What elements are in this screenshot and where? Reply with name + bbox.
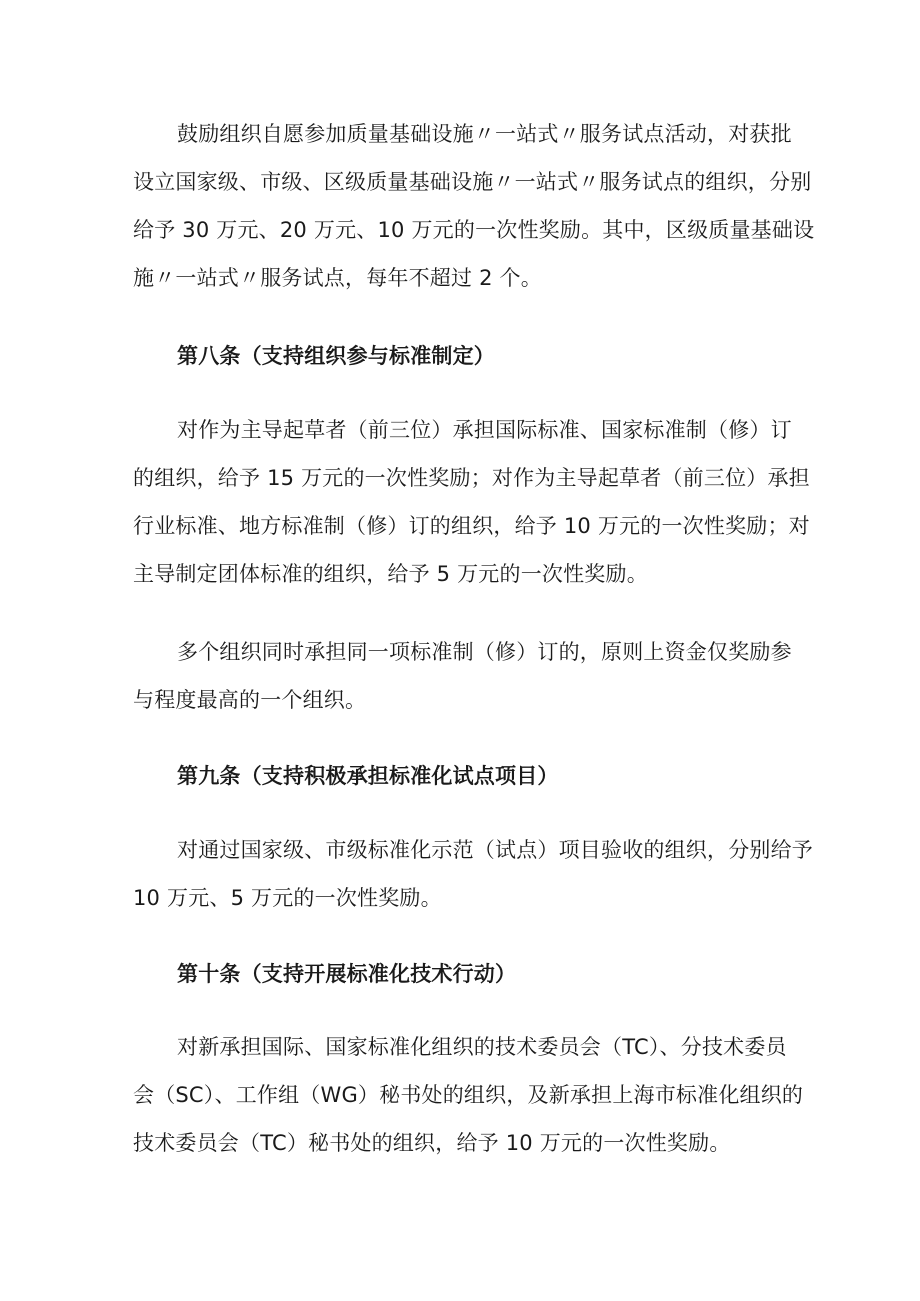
paragraph-line: 与程度最高的一个组织。 [133, 688, 367, 712]
paragraph-line: 技术委员会（TC）秘书处的组织，给予 10 万元的一次性奖励。 [133, 1131, 731, 1155]
article-9-heading [133, 764, 783, 812]
paragraph-one-stop-pilot [133, 122, 815, 314]
paragraph-line: 施〃一站式〃服务试点，每年不超过 2 个。 [133, 266, 542, 290]
article-8-heading [133, 344, 783, 392]
paragraph-line: 主导制定团体标准的组织，给予 5 万元的一次性奖励。 [133, 562, 648, 586]
paragraph-line: 设立国家级、市级、区级质量基础设施〃一站式〃服务试点的组织，分别 [133, 170, 812, 194]
paragraph-line: 的组织，给予 15 万元的一次性奖励；对作为主导起草者（前三位）承担 [133, 466, 810, 490]
paragraph-line: 多个组织同时承担同一项标准制（修）订的，原则上资金仅奖励参 [177, 640, 792, 664]
section-heading: 第十条（支持开展标准化技术行动） [177, 962, 517, 986]
paragraph-line: 会（SC）、工作组（WG）秘书处的组织，及新承担上海市标准化组织的 [133, 1083, 804, 1107]
paragraph-line: 行业标准、地方标准制（修）订的组织，给予 10 万元的一次性奖励；对 [133, 514, 810, 538]
article-8-paragraph-2 [133, 640, 792, 736]
paragraph-line: 给予 30 万元、20 万元、10 万元的一次性奖励。其中，区级质量基础设 [133, 218, 815, 242]
paragraph-line: 对通过国家级、市级标准化示范（试点）项目验收的组织，分别给予 [177, 838, 813, 862]
paragraph-line: 对新承担国际、国家标准化组织的技术委员会（TC）、分技术委员 [177, 1035, 787, 1059]
section-heading: 第八条（支持组织参与标准制定） [177, 344, 495, 368]
article-10-paragraph [133, 1035, 804, 1179]
article-8-paragraph-1 [133, 418, 810, 610]
paragraph-line: 鼓励组织自愿参加质量基础设施〃一站式〃服务试点活动，对获批 [177, 122, 792, 146]
article-10-heading [133, 962, 783, 1010]
paragraph-line: 对作为主导起草者（前三位）承担国际标准、国家标准制（修）订 [177, 418, 792, 442]
paragraph-line: 10 万元、5 万元的一次性奖励。 [133, 886, 442, 910]
article-9-paragraph [133, 838, 813, 934]
section-heading: 第九条（支持积极承担标准化试点项目） [177, 764, 559, 788]
